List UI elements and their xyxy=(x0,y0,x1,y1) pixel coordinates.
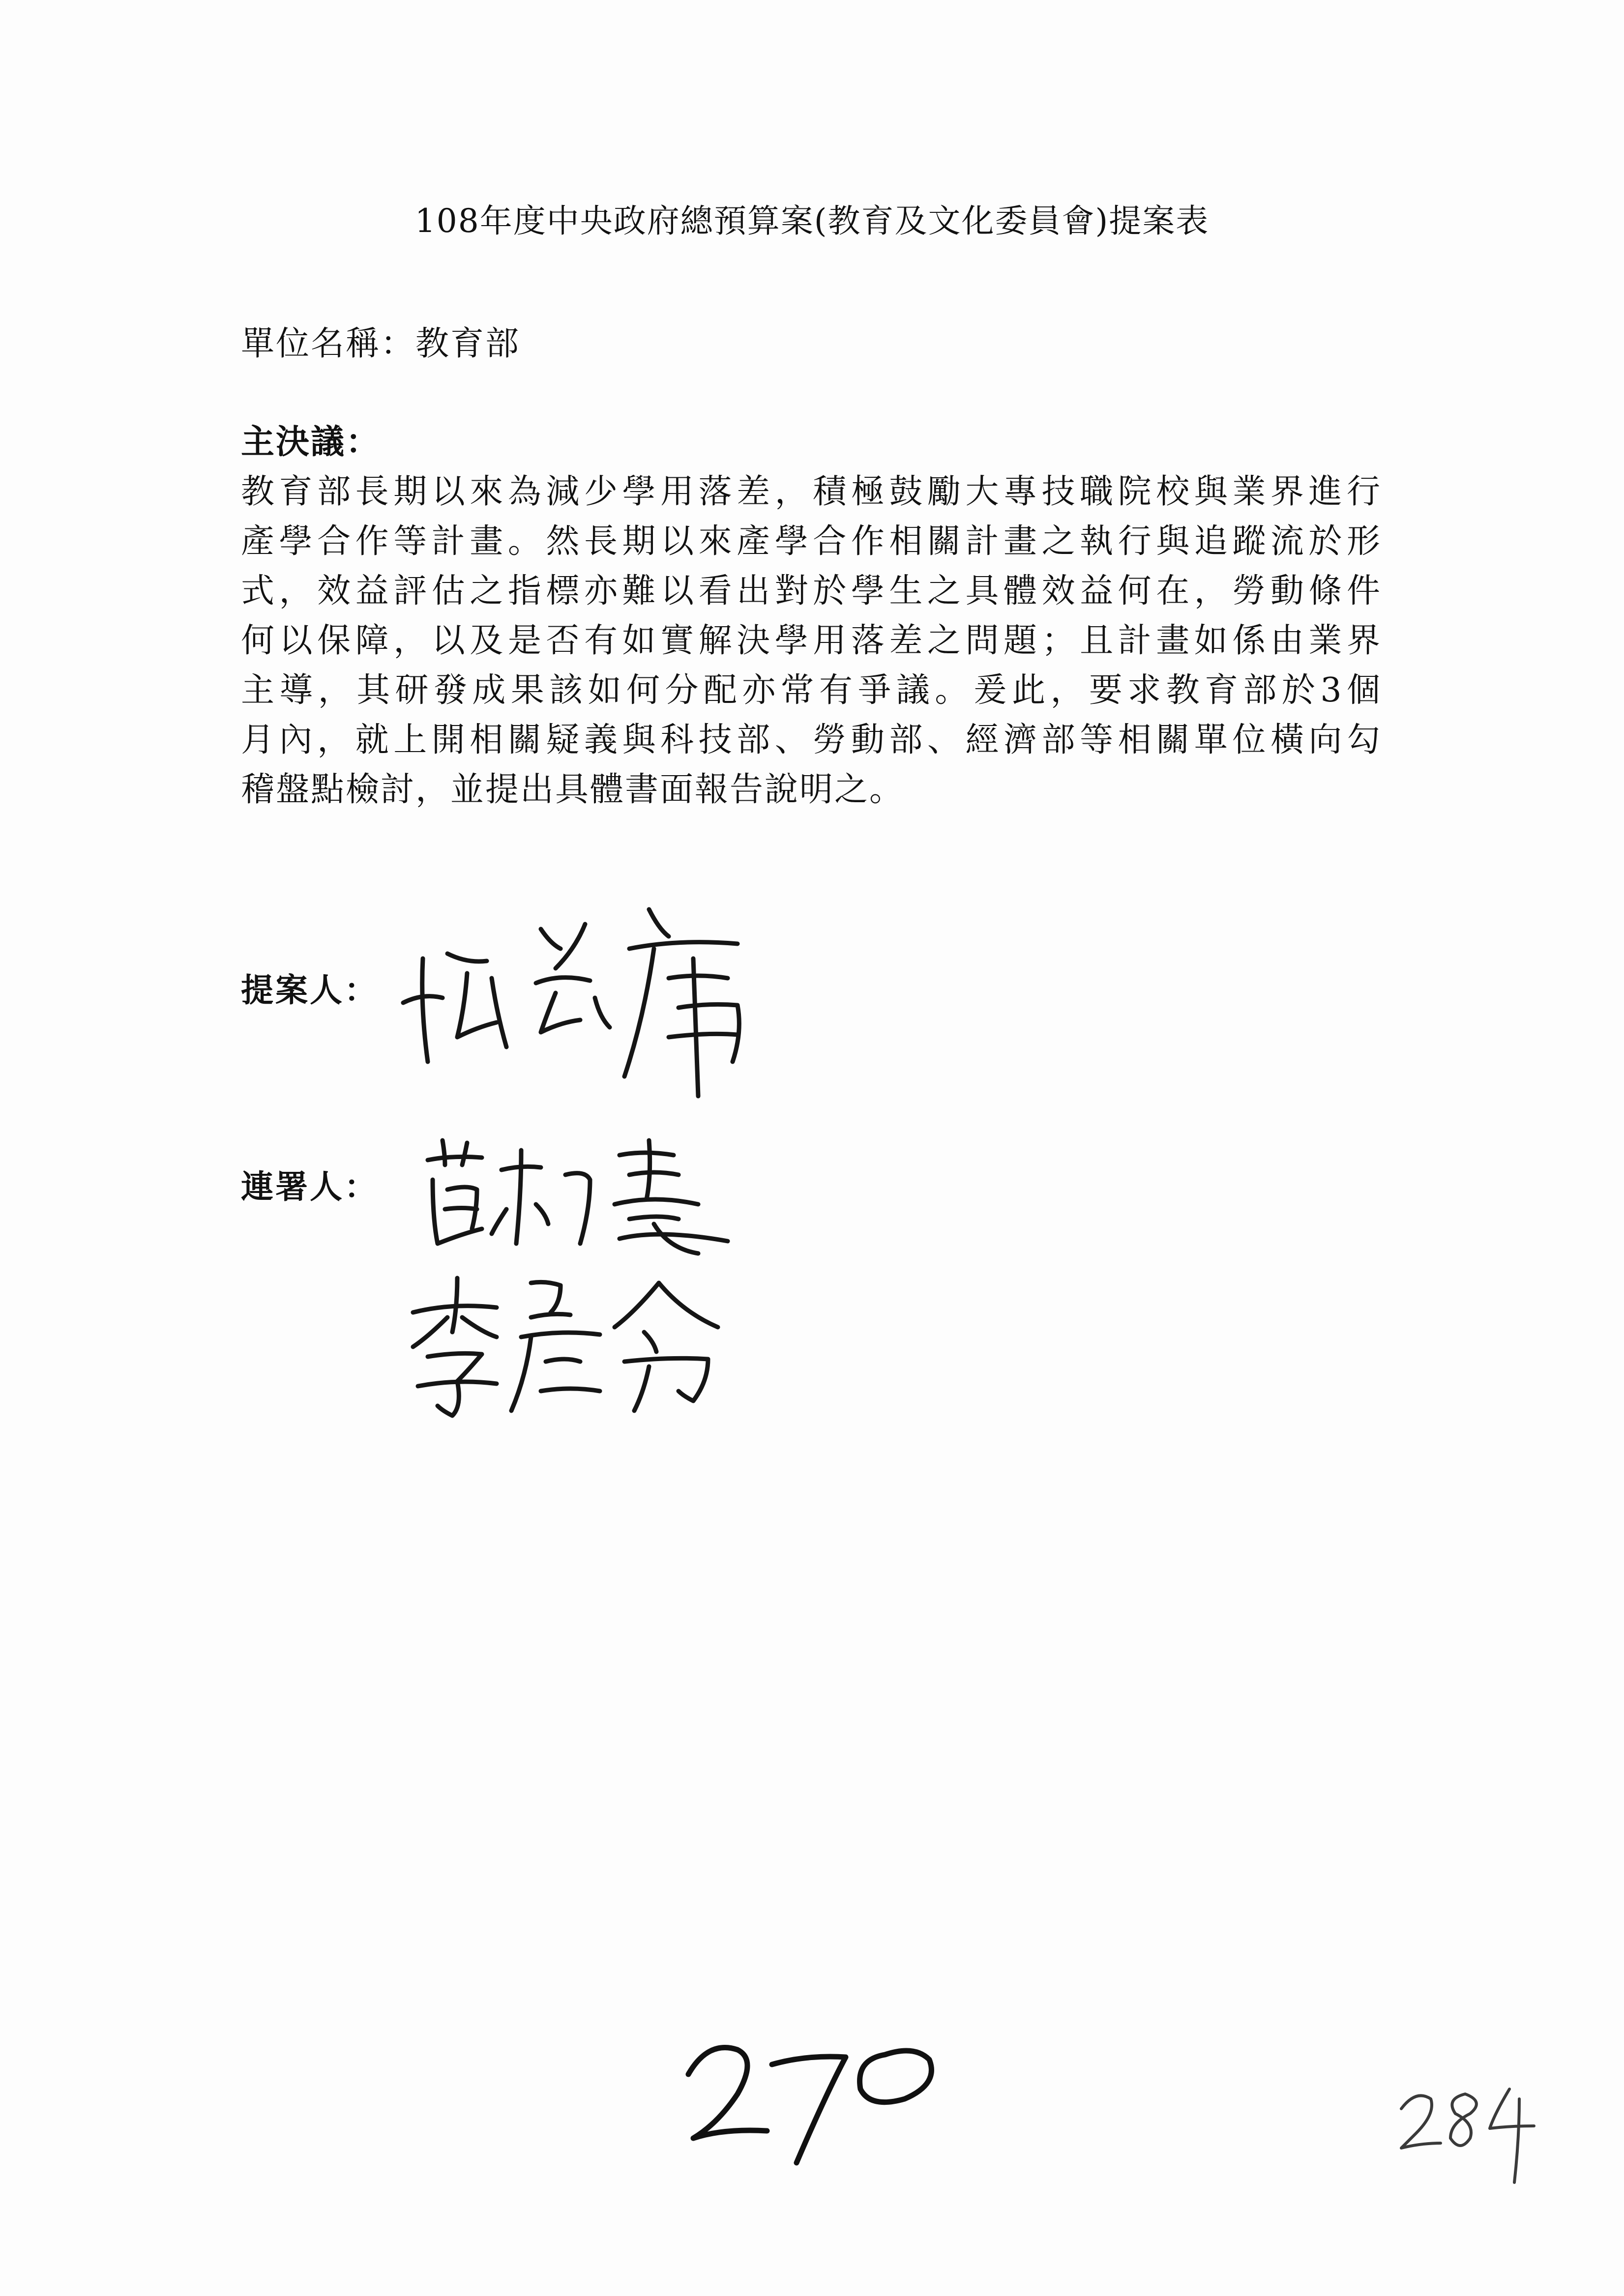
proposer-signature xyxy=(393,900,797,1106)
cosigner-label: 連署人： xyxy=(241,1168,379,1206)
unit-name: 單位名稱：教育部 xyxy=(241,324,521,363)
handwritten-page-number xyxy=(679,2020,954,2168)
resolution-line: 教育部長期以來為減少學用落差，積極鼓勵大專技職院校與業界進行 xyxy=(241,472,1382,511)
document-title: 108年度中央政府總預算案(教育及文化委員會)提案表 xyxy=(414,202,1210,240)
cosigner-signature xyxy=(423,1135,738,1263)
resolution-line: 主導，其研發成果該如何分配亦常有爭議。爰此，要求教育部於3個 xyxy=(241,671,1382,710)
resolution-line: 月內，就上開相關疑義與科技部、勞動部、經濟部等相關單位橫向勾 xyxy=(241,721,1382,759)
resolution-body xyxy=(241,467,1382,814)
resolution-label: 主決議： xyxy=(241,423,381,462)
resolution-line: 產學合作等計畫。然長期以來產學合作相關計畫之執行與追蹤流於形 xyxy=(241,522,1382,561)
resolution-line: 何以保障，以及是否有如實解決學用落差之問題；且計畫如係由業界 xyxy=(241,621,1382,660)
resolution-line: 稽盤點檢討，並提出具體書面報告說明之。 xyxy=(241,770,905,809)
proposer-label: 提案人： xyxy=(241,971,379,1009)
handwritten-corner-number xyxy=(1396,2079,1539,2187)
cosigner-signature xyxy=(403,1268,738,1425)
resolution-line: 式，效益評估之指標亦難以看出對於學生之具體效益何在，勞動條件 xyxy=(241,572,1382,610)
